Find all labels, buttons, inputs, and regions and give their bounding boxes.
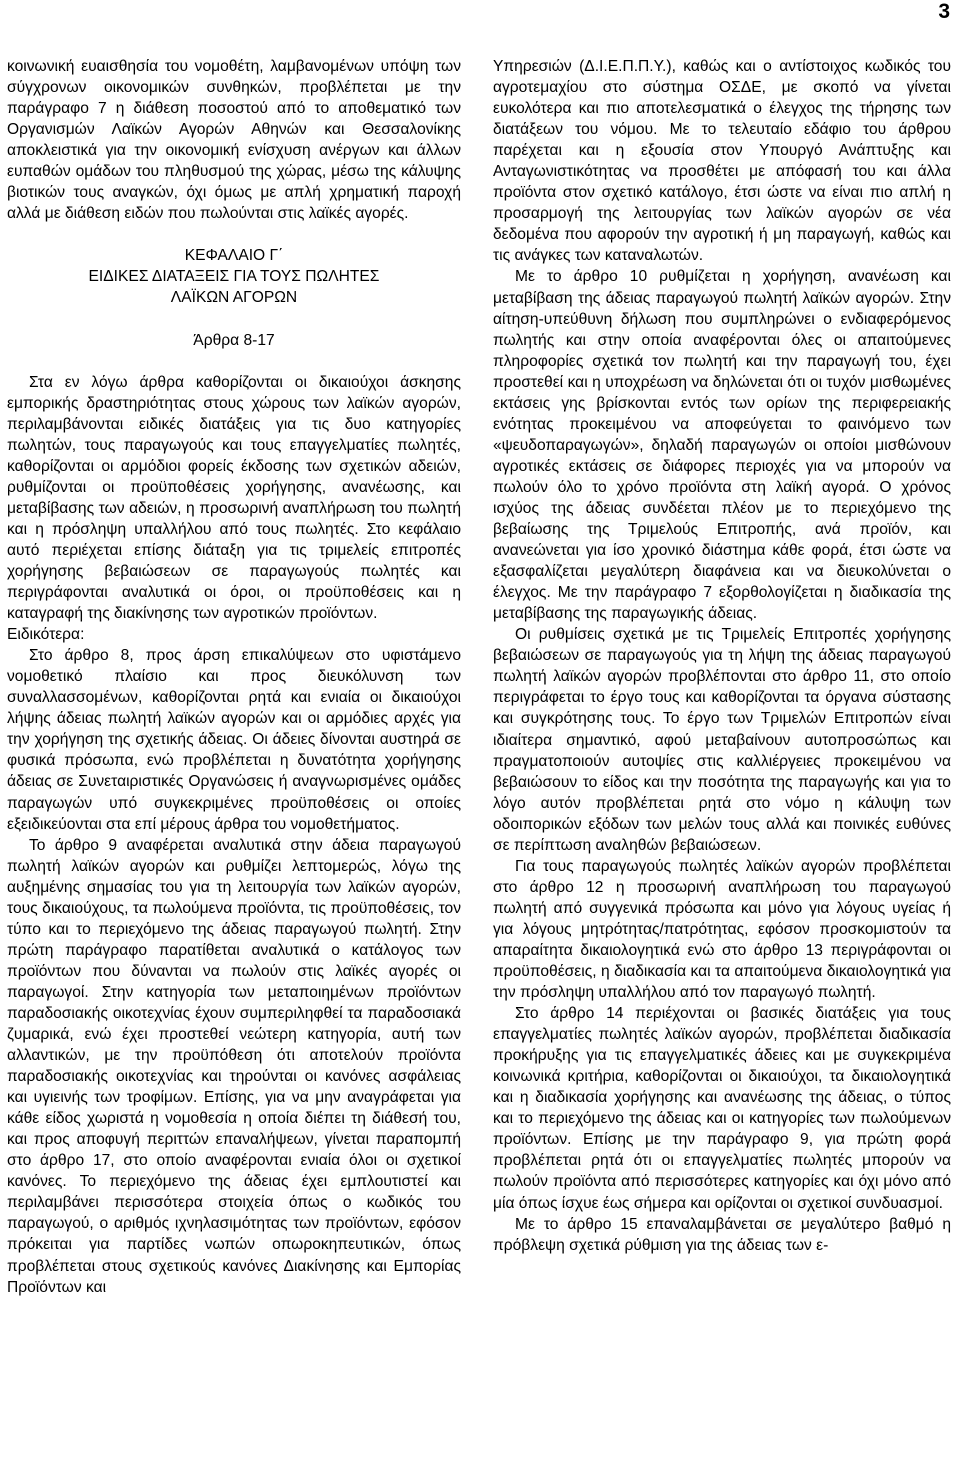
articles-heading: Άρθρα 8-17: [193, 331, 275, 349]
chapter-subtitle-line1: ΕΙΔΙΚΕΣ ΔΙΑΤΑΞΕΙΣ ΓΙΑ ΤΟΥΣ ΠΩΛΗΤΕΣ: [88, 268, 380, 286]
body-paragraph: Στο άρθρο 14 περιέχονται οι βασικές διατάξεις για τους επαγγελματίες πωλητές λαϊκών αγορών, προβλέπεται διαδικασία προκήρυξης για τις επαγγελματικές άδειες και με συγκεκριμένα κοινωνικά κριτήρια, καθορίζονται οι δικαιούχοι, τα δικαιολογητικά και η διαδικασία χορήγησης και ανανέωσης της άδειας, ο τύπος και το περιεχόμενο της άδειας και οι κατηγορίες των πωλούμενων προϊόντων. Επίσης με την παράγραφο 9, για πρώτη φορά προβλέπεται ρητά ότι οι επαγγελματίες πωλητές μπορούν να πωλούν προϊόντα από περισσότερες κατηγορίες και όχι μόνο από μία όπως ίσχυε έως σήμερα και ορίζονται οι σχετικοί συνδυασμοί.: [493, 1005, 951, 1212]
chapter-subtitle-line2: ΛΑΪΚΩΝ ΑΓΟΡΩΝ: [170, 289, 298, 307]
right-column: [493, 56, 951, 1256]
body-paragraph: Υπηρεσιών (Δ.Ι.Ε.Π.Π.Υ.), καθώς και ο αντίστοιχος κωδικός του αγροτεμαχίου στο σύστημα ΟΣΔΕ, με σκοπό να γίνεται ευκολότερα και πιο αποτελεσματικά ο έλεγχος της τήρησης των διατάξεων του νόμου. Με το τελευταίο εδάφιο του άρθρου παρέχεται και η εξουσία στον Υπουργό Ανάπτυξης και Ανταγωνιστικότητας να προσθέτει με απόφασή του και άλλα προϊόντα στον σχετικό κατάλογο, έτσι ώστε να είναι πιο απλή η προσαρμογή της λειτουργίας των λαϊκών αγορών σε νέα δεδομένα που αφορούν την αγροτική ή μη παραγωγή, καθώς και τις ανάγκες των καταναλωτών.: [493, 58, 951, 265]
body-paragraph: Με το άρθρο 15 επαναλαμβάνεται σε μεγαλύτερο βαθμό η πρόβλεψη σχετικά ρύθμιση για της άδειας των ε-: [493, 1215, 951, 1254]
body-paragraph: Το άρθρο 9 αναφέρεται αναλυτικά στην άδεια παραγωγού πωλητή λαϊκών αγορών και ρυθμίζει λεπτομερώς, λόγω της αυξημένης σημασίας του για τη λειτουργία των λαϊκών αγορών, τους δικαιούχους, τα πωλούμενα προϊόντα, τις προϋποθέσεις, τον τύπο και το περιεχόμενο της άδειας παραγωγού πωλητή. Στην πρώτη παράγραφο παρατίθεται αναλυτικά ο κατάλογος των προϊόντων που δύνανται να πωλούν στις λαϊκές αγορές οι παραγωγοί. Στην κατηγορία των μεταποιημένων προϊόντων παραδοσιακής οικοτεχνίας έχουν συμπεριληφθεί τα παραδοσιακά ζυμαρικά, ενώ έχει προστεθεί νεώτερη κατηγορία, αυτή των αλλαντικών, με την προϋπόθεση ότι αποτελούν προϊόντα παραδοσιακής οικοτεχνίας και τηρούνται οι κανόνες ασφάλειας και υγιεινής των τροφίμων. Επίσης, για να μην αναγράφεται για κάθε είδος χωριστά η νομοθεσία η οποία διέπει τη διάθεσή του, και προς αποφυγή περιττών επαναλήψεων, γίνεται παραπομπή στο άρθρο 17, στο οποίο αναφέρονται ενιαία όλοι οι σχετικοί κανόνες. Το περιεχόμενο της άδειας έχει εμπλουτιστεί και περιλαμβάνει περισσότερα στοιχεία όπως ο κωδικός του παραγωγού, ο αριθμός ιχνηλασιμότητας των προϊόντων, εφόσον πρόκειται για παρτίδες νωπών οπωροκηπευτικών, όπως προβλέπεται στους σχετικούς κανόνες Διακίνησης και Εμπορίας Προϊόντων και: [7, 836, 461, 1296]
body-paragraph: Ειδικότερα:: [7, 626, 85, 644]
body-paragraph: Στα εν λόγω άρθρα καθορίζονται οι δικαιούχοι άσκησης εμπορικής δραστηριότητας στους χώρους των λαϊκών αγορών, περιλαμβάνονται ειδικές διατάξεις για τις δυο κατηγορίες πωλητών, τους παραγωγούς και τους επαγγελματίες πωλητές, καθορίζονται οι αρμόδιοι φορείς έκδοσης των σχετικών αδειών, ρυθμίζονται οι προϋποθέσεις χορήγησης, ανανέωσης, και μεταβίβασης των αδειών, η προσωρινή αναπλήρωση του πωλητή και η πρόσληψη υπαλλήλου από τους πωλητές. Στο κεφάλαιο αυτό περιέχεται επίσης διάταξη για τις τριμελείς επιτροπές χορήγησης βεβαιώσεων σε παραγωγούς πωλητές και περιγράφονται αναλυτικά οι όροι, οι προϋποθέσεις και η καταγραφή της διακίνησης των αγροτικών προϊόντων.: [7, 373, 461, 623]
page-number: 3: [938, 0, 950, 23]
chapter-title: ΚΕΦΑΛΑΙΟ Γ΄: [184, 247, 284, 265]
body-paragraph: Με το άρθρο 10 ρυθμίζεται η χορήγηση, ανανέωση και μεταβίβαση της άδειας παραγωγού πωλητή λαϊκών αγορών. Στην αίτηση-υπεύθυνη δήλωση που συμπληρώνει ο ενδιαφερόμενος πωλητής και στην οποία αναφέρονται όλες οι απαιτούμενες πληροφορίες σχετικά τον πωλητή και την παραγωγή του, έχει προστεθεί και η υποχρέωση να δηλώνεται ότι οι τυχόν μισθωμένες εκτάσεις γης βρίσκονται εντός των ορίων της περιφερειακής ενότητας προκειμένου να αποφεύγεται το φαινόμενο των «ψευδοπαραγωγών», δηλαδή παραγωγών οι οποίοι μισθώνουν αγροτικές εκτάσεις σε διάφορες περιοχές για να μπορούν να πωλούν όλο το χρόνο προϊόντα στη λαϊκή αγορά. Ο χρόνος ισχύος της άδειας συνδέεται πλέον με το περιεχόμενο της βεβαίωσης της Τριμελούς Επιτροπής, ανά προϊόν, και ανανεώνεται για ίσο χρονικό διάστημα κάθε φορά, έτσι ώστε να εξασφαλίζεται μεγαλύτερη διαφάνεια και να διευκολύνεται ο έλεγχος. Με την παράγραφο 7 εξορθολογίζεται η διαδικασία της μεταβίβασης της παραγωγικής άδειας.: [493, 268, 951, 623]
chapter-heading: [7, 245, 461, 308]
body-paragraph: Στο άρθρο 8, προς άρση επικαλύψεων στο υφιστάμενο νομοθετικό πλαίσιο και προς διευκόλυνση των συναλλασσομένων, καθορίζονται ρητά και ενιαία οι δικαιούχοι λήψης άδειας πωλητή λαϊκών αγορών και οι αρμόδιες αρχές για την χορήγηση της σχετικής άδειας. Οι άδειες δίνονται αυστηρά σε φυσικά πρόσωπα, ενώ προβλέπεται η δυνατότητα χορήγησης άδειας σε Συνεταιριστικές Οργανώσεις ή αναγνωρισμένες ομάδες παραγωγών υπό συγκεκριμένες προϋποθέσεις οι οποίες εξειδικεύονται στα επί μέρους άρθρα του νομοθετήματος.: [7, 647, 461, 833]
body-paragraph: Οι ρυθμίσεις σχετικά με τις Τριμελείς Επιτροπές χορήγησης βεβαιώσεων σε παραγωγούς για τη λήψη της άδειας παραγωγού πωλητή λαϊκών αγορών προβλέπονται στο άρθρο 11, στο οποίο περιγράφεται το έργο τους και καθορίζονται τα όργανα σύστασης και συγκρότησης τους. Το έργο των Τριμελών Επιτροπών είναι ιδιαίτερα σημαντικό, αφού μεταβαίνουν αυτοπροσώπως και πραγματοποιούν αυτοψίες στις καλλιέργειες προκειμένου να βεβαιώσουν το είδος και την ποσότητα της παραγωγής και για το λόγο αυτόν προβλέπεται ρητά στο νόμο η κάλυψη των οδοιπορικών εξόδων των μελών τους αλλά και ποινικές ευθύνες σε περίπτωση αναληθών βεβαιώσεων.: [493, 626, 951, 854]
body-paragraph: Για τους παραγωγούς πωλητές λαϊκών αγορών προβλέπεται στο άρθρο 12 η προσωρινή αναπλήρωση του παραγωγού πωλητή από συγγενικά πρόσωπα και μόνο για λόγους υγείας ή για λόγους μητρότητας/πατρότητας, εφόσον προσκομιστούν τα απαραίτητα δικαιολογητικά ενώ στο άρθρο 13 περιγράφονται οι προϋποθέσεις, η διαδικασία και τα απαιτούμενα δικαιολογητικά για την πρόσληψη υπαλλήλου από τον παραγωγό πωλητή.: [493, 857, 951, 1002]
left-column: [7, 56, 461, 1298]
intro-paragraph: κοινωνική ευαισθησία του νομοθέτη, λαμβανομένων υπόψη των σύγχρονων οικονομικών συνθηκών, προβλέπεται με την παράγραφο 7 η διάθεση ποσοστού από το αποθεματικό των Οργανισμών Λαϊκών Αγορών Αθηνών και Θεσσαλονίκης αποκλειστικά για την οικονομική ενίσχυση ανέργων και άλλων ευπαθών ομάδων του πληθυσμού της χώρας, μέσω της κάλυψης βιοτικών τους αναγκών, όχι όμως με απλή χρηματική παροχή αλλά με διάθεση ειδών που πωλούνται στις λαϊκές αγορές.: [7, 58, 461, 223]
